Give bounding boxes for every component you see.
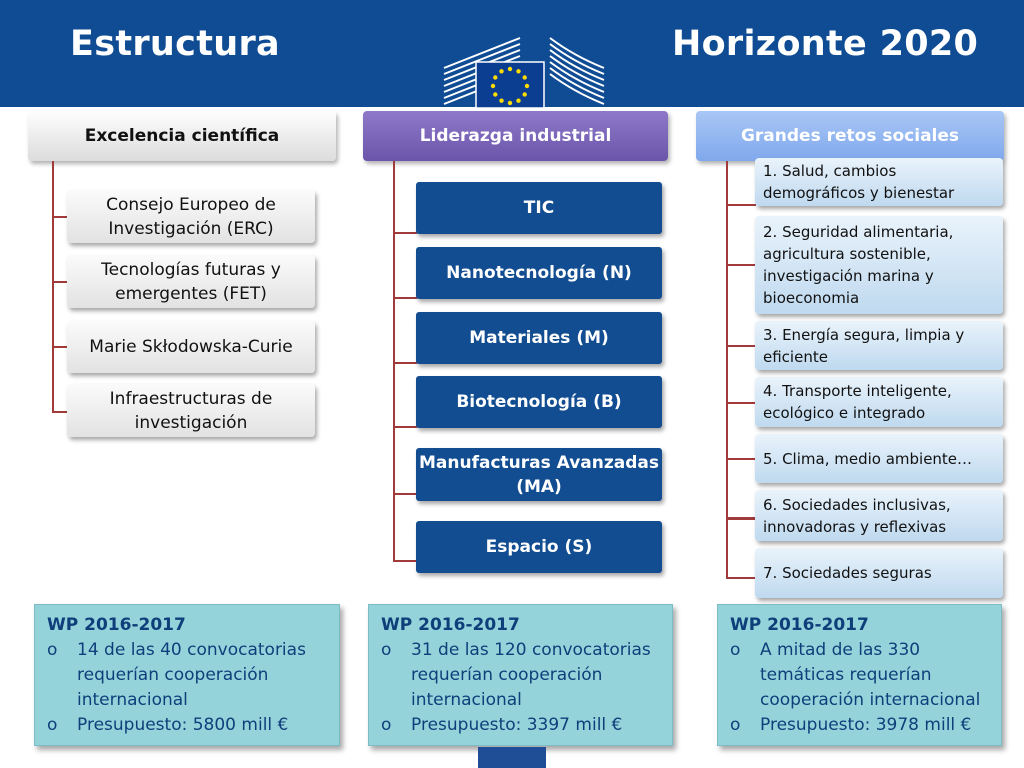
wp-title: WP 2016-2017 — [381, 615, 520, 635]
connector-trunk-1 — [52, 161, 54, 413]
connector-branch — [52, 346, 68, 348]
wp-point: o Presupuesto: 5800 mill € — [47, 713, 329, 738]
connector-branch — [726, 577, 756, 579]
wp-title: WP 2016-2017 — [730, 615, 869, 635]
item-biotecnologia: Biotecnología (B) — [416, 376, 662, 428]
connector-branch — [52, 216, 68, 218]
connector-branch — [393, 362, 417, 364]
connector-branch — [393, 560, 417, 562]
item-espacio: Espacio (S) — [416, 521, 662, 573]
connector-branch — [393, 493, 417, 495]
connector-branch — [726, 458, 756, 460]
title-right: Horizonte 2020 — [672, 24, 979, 64]
item-marie-sklodowska-curie: Marie Skłodowska-Curie — [67, 321, 315, 373]
bullet-marker: o — [381, 715, 392, 735]
item-infraestructuras: Infraestructuras de investigación — [67, 384, 315, 437]
connector-branch — [52, 411, 68, 413]
european-commission-logo — [440, 28, 608, 108]
item-tic: TIC — [416, 182, 662, 234]
wp-point: o A mitad de las 330 temáticas requerían cooperación internacional — [730, 640, 981, 710]
bullet-marker: o — [730, 640, 741, 660]
item-transporte: 4. Transporte inteligente, ecológico e integrado — [755, 377, 1003, 427]
connector-branch — [52, 281, 68, 283]
header-banner — [0, 0, 1024, 107]
item-energia: 3. Energía segura, limpia y eficiente — [755, 321, 1003, 370]
connector-branch — [393, 297, 417, 299]
wp-point: o Presupuesto: 3978 mill € — [730, 713, 991, 738]
item-sociedades-inclusivas: 6. Sociedades inclusivas, innovadoras y reflexivas — [755, 490, 1003, 541]
connector-branch — [726, 264, 756, 266]
heading-liderazga-industrial: Liderazga industrial — [363, 111, 668, 161]
item-sociedades-seguras: 7. Sociedades seguras — [755, 548, 1003, 598]
item-fet: Tecnologías futuras y emergentes (FET) — [67, 255, 315, 308]
wp-title: WP 2016-2017 — [47, 615, 186, 635]
bullet-marker: o — [47, 640, 58, 660]
item-salud: 1. Salud, cambios demográficos y bienestar — [755, 158, 1003, 206]
heading-grandes-retos-sociales: Grandes retos sociales — [696, 111, 1004, 161]
heading-excelencia-cientifica: Excelencia científica — [28, 111, 336, 161]
wp-point: o 14 de las 40 convocatorias requerían cooperación internacional — [47, 640, 306, 710]
item-clima: 5. Clima, medio ambiente… — [755, 434, 1003, 483]
wp-list — [381, 638, 662, 738]
connector-branch — [726, 204, 756, 206]
bullet-marker: o — [381, 640, 392, 660]
wp-list — [730, 638, 991, 738]
item-manufacturas-avanzadas: Manufacturas Avanzadas (MA) — [416, 448, 662, 501]
wp-point: o Presupuesto: 3397 mill € — [381, 713, 662, 738]
wp-box-liderazga — [368, 604, 673, 746]
connector-branch — [393, 426, 417, 428]
wp-list — [47, 638, 329, 738]
connector-branch — [726, 345, 756, 347]
title-left: Estructura — [70, 24, 280, 64]
connector-branch — [393, 232, 417, 234]
wp-point: o 31 de las 120 convocatorias requerían cooperación internacional — [381, 640, 651, 710]
item-nanotecnologia: Nanotecnología (N) — [416, 247, 662, 299]
item-erc: Consejo Europeo de Investigación (ERC) — [67, 190, 315, 243]
connector-branch — [726, 402, 756, 404]
wp-box-retos — [717, 604, 1002, 746]
item-materiales: Materiales (M) — [416, 312, 662, 364]
footer-bar — [478, 747, 546, 768]
bullet-marker: o — [47, 715, 58, 735]
wp-box-excelencia — [34, 604, 340, 746]
item-seguridad-alimentaria: 2. Seguridad alimentaria, agricultura sostenible, investigación marina y bioeconomia — [755, 216, 1003, 314]
connector-branch — [726, 517, 756, 520]
bullet-marker: o — [730, 715, 741, 735]
